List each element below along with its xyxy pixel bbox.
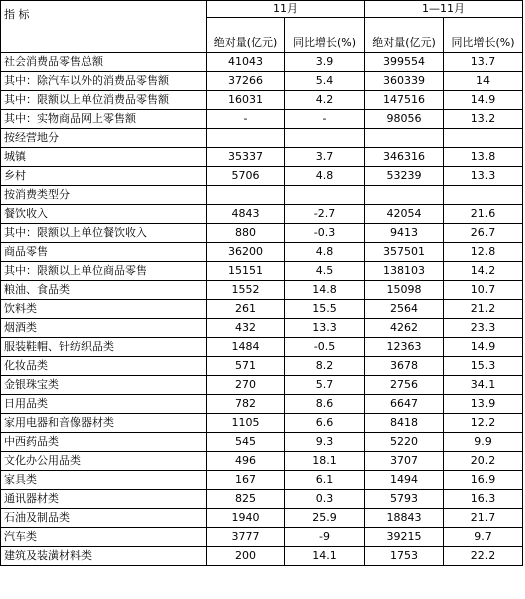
month-abs-cell: 496	[207, 452, 285, 471]
month-abs-cell: 1940	[207, 509, 285, 528]
table-row	[1, 433, 523, 452]
month-abs-cell: 5706	[207, 167, 285, 186]
row-label: 烟酒类	[1, 319, 207, 338]
month-yoy-cell: 8.6	[285, 395, 365, 414]
month-yoy-cell: 3.9	[285, 53, 365, 72]
ytd-abs-cell: 4262	[365, 319, 444, 338]
table-row	[1, 262, 523, 281]
empty-cell	[365, 129, 444, 148]
month-abs-cell: 545	[207, 433, 285, 452]
month-abs-cell: 4843	[207, 205, 285, 224]
empty-cell	[207, 186, 285, 205]
ytd-abs-cell: 5220	[365, 433, 444, 452]
month-yoy-cell: 25.9	[285, 509, 365, 528]
table-row	[1, 300, 523, 319]
month-yoy-cell: 6.6	[285, 414, 365, 433]
section-label: 按经营地分	[1, 129, 207, 148]
ytd-abs-cell: 18843	[365, 509, 444, 528]
ytd-yoy-cell: 12.8	[444, 243, 523, 262]
month-abs-cell: 15151	[207, 262, 285, 281]
ytd-abs-cell: 9413	[365, 224, 444, 243]
group-ytd-header: 1—11月	[365, 1, 523, 18]
month-yoy-cell: 13.3	[285, 319, 365, 338]
empty-cell	[207, 129, 285, 148]
month-yoy-cell: 4.5	[285, 262, 365, 281]
ytd-abs-cell: 346316	[365, 148, 444, 167]
month-abs-cell: 16031	[207, 91, 285, 110]
row-label: 饮料类	[1, 300, 207, 319]
ytd-yoy-cell: 9.7	[444, 528, 523, 547]
table-row	[1, 110, 523, 129]
ytd-abs-cell: 399554	[365, 53, 444, 72]
ytd-yoy-cell: 14.9	[444, 338, 523, 357]
table-row	[1, 338, 523, 357]
ytd-abs-cell: 6647	[365, 395, 444, 414]
section-row	[1, 186, 523, 205]
month-abs-cell: 270	[207, 376, 285, 395]
row-label: 文化办公用品类	[1, 452, 207, 471]
table-row	[1, 509, 523, 528]
ytd-yoy-cell: 26.7	[444, 224, 523, 243]
ytd-yoy-cell: 13.7	[444, 53, 523, 72]
table-row	[1, 224, 523, 243]
month-yoy-cell: 4.8	[285, 243, 365, 262]
ytd-abs-cell: 98056	[365, 110, 444, 129]
row-label: 粮油、食品类	[1, 281, 207, 300]
table-row	[1, 91, 523, 110]
month-yoy-cell: 14.1	[285, 547, 365, 566]
table-row	[1, 167, 523, 186]
month-abs-cell: 167	[207, 471, 285, 490]
table-row	[1, 452, 523, 471]
ytd-abs-cell: 138103	[365, 262, 444, 281]
month-abs-cell: 825	[207, 490, 285, 509]
table-row	[1, 281, 523, 300]
month-abs-cell: 35337	[207, 148, 285, 167]
row-label: 其中：限额以上单位消费品零售额	[1, 91, 207, 110]
month-yoy-cell: 4.2	[285, 91, 365, 110]
corner-label: 指 标	[1, 1, 207, 53]
row-label: 其中：限额以上单位商品零售	[1, 262, 207, 281]
ytd-abs-cell: 3678	[365, 357, 444, 376]
row-label: 石油及制品类	[1, 509, 207, 528]
row-label: 其中：限额以上单位餐饮收入	[1, 224, 207, 243]
month-yoy-cell: -0.3	[285, 224, 365, 243]
ytd-yoy-cell: 23.3	[444, 319, 523, 338]
ytd-yoy-cell: 9.9	[444, 433, 523, 452]
ytd-abs-cell: 42054	[365, 205, 444, 224]
month-yoy-cell: 8.2	[285, 357, 365, 376]
row-label: 商品零售	[1, 243, 207, 262]
empty-cell	[285, 186, 365, 205]
empty-cell	[365, 186, 444, 205]
ytd-yoy-cell: 12.2	[444, 414, 523, 433]
month-abs-cell: 571	[207, 357, 285, 376]
table-row	[1, 205, 523, 224]
ytd-yoy-cell: 13.9	[444, 395, 523, 414]
ytd-yoy-cell: 14.9	[444, 91, 523, 110]
ytd-yoy-cell: 13.3	[444, 167, 523, 186]
group-month-header: 11月	[207, 1, 365, 18]
table-row	[1, 72, 523, 91]
month-yoy-cell: 14.8	[285, 281, 365, 300]
month-abs-cell: 36200	[207, 243, 285, 262]
ytd-abs-cell: 2756	[365, 376, 444, 395]
month-yoy-cell: 3.7	[285, 148, 365, 167]
month-yoy-cell: -2.7	[285, 205, 365, 224]
month-abs-cell: 432	[207, 319, 285, 338]
month-yoy-cell: 0.3	[285, 490, 365, 509]
row-label: 建筑及装潢材料类	[1, 547, 207, 566]
ytd-yoy-cell: 13.2	[444, 110, 523, 129]
month-yoy-cell: -0.5	[285, 338, 365, 357]
table-row	[1, 53, 523, 72]
month-abs-cell: 1484	[207, 338, 285, 357]
table-row	[1, 414, 523, 433]
month-yoy-cell: 5.7	[285, 376, 365, 395]
month-yoy-cell: -	[285, 110, 365, 129]
month-yoy-header: 同比增长(%)	[285, 18, 365, 53]
month-abs-cell: 1552	[207, 281, 285, 300]
table-row	[1, 471, 523, 490]
row-label: 中西药品类	[1, 433, 207, 452]
row-label: 日用品类	[1, 395, 207, 414]
ytd-yoy-cell: 13.8	[444, 148, 523, 167]
table-row	[1, 547, 523, 566]
month-abs-cell: 782	[207, 395, 285, 414]
row-label: 家具类	[1, 471, 207, 490]
month-yoy-cell: 4.8	[285, 167, 365, 186]
month-yoy-cell: 5.4	[285, 72, 365, 91]
month-abs-cell: -	[207, 110, 285, 129]
table-row	[1, 395, 523, 414]
month-abs-cell: 1105	[207, 414, 285, 433]
month-yoy-cell: 15.5	[285, 300, 365, 319]
month-abs-cell: 41043	[207, 53, 285, 72]
table-row	[1, 319, 523, 338]
month-yoy-cell: 6.1	[285, 471, 365, 490]
row-label: 乡村	[1, 167, 207, 186]
month-abs-cell: 3777	[207, 528, 285, 547]
ytd-abs-cell: 1753	[365, 547, 444, 566]
ytd-yoy-cell: 21.6	[444, 205, 523, 224]
ytd-abs-cell: 8418	[365, 414, 444, 433]
section-row	[1, 129, 523, 148]
ytd-yoy-cell: 14	[444, 72, 523, 91]
month-abs-cell: 37266	[207, 72, 285, 91]
ytd-abs-cell: 147516	[365, 91, 444, 110]
ytd-abs-cell: 39215	[365, 528, 444, 547]
table-body	[1, 53, 523, 566]
ytd-yoy-cell: 14.2	[444, 262, 523, 281]
ytd-yoy-cell: 21.7	[444, 509, 523, 528]
ytd-abs-cell: 1494	[365, 471, 444, 490]
row-label: 其中：实物商品网上零售额	[1, 110, 207, 129]
ytd-yoy-header: 同比增长(%)	[444, 18, 523, 53]
table-row	[1, 243, 523, 262]
ytd-yoy-cell: 16.3	[444, 490, 523, 509]
row-label: 家用电器和音像器材类	[1, 414, 207, 433]
row-label: 餐饮收入	[1, 205, 207, 224]
row-label: 汽车类	[1, 528, 207, 547]
ytd-abs-header: 绝对量(亿元)	[365, 18, 444, 53]
row-label: 城镇	[1, 148, 207, 167]
ytd-abs-cell: 357501	[365, 243, 444, 262]
ytd-yoy-cell: 16.9	[444, 471, 523, 490]
ytd-abs-cell: 3707	[365, 452, 444, 471]
ytd-yoy-cell: 15.3	[444, 357, 523, 376]
table-row	[1, 376, 523, 395]
month-abs-cell: 261	[207, 300, 285, 319]
ytd-abs-cell: 360339	[365, 72, 444, 91]
section-label: 按消费类型分	[1, 186, 207, 205]
ytd-abs-cell: 2564	[365, 300, 444, 319]
ytd-abs-cell: 5793	[365, 490, 444, 509]
row-label: 化妆品类	[1, 357, 207, 376]
row-label: 金银珠宝类	[1, 376, 207, 395]
month-yoy-cell: 18.1	[285, 452, 365, 471]
empty-cell	[444, 186, 523, 205]
ytd-abs-cell: 12363	[365, 338, 444, 357]
month-yoy-cell: -9	[285, 528, 365, 547]
ytd-yoy-cell: 21.2	[444, 300, 523, 319]
month-abs-header: 绝对量(亿元)	[207, 18, 285, 53]
ytd-abs-cell: 15098	[365, 281, 444, 300]
row-label: 服装鞋帽、针纺织品类	[1, 338, 207, 357]
row-label: 通讯器材类	[1, 490, 207, 509]
ytd-yoy-cell: 34.1	[444, 376, 523, 395]
table-row	[1, 490, 523, 509]
month-yoy-cell: 9.3	[285, 433, 365, 452]
table-row	[1, 148, 523, 167]
header-row-groups	[1, 1, 523, 18]
table-row	[1, 357, 523, 376]
table-row	[1, 528, 523, 547]
month-abs-cell: 880	[207, 224, 285, 243]
ytd-yoy-cell: 22.2	[444, 547, 523, 566]
row-label: 其中：除汽车以外的消费品零售额	[1, 72, 207, 91]
ytd-yoy-cell: 20.2	[444, 452, 523, 471]
row-label: 社会消费品零售总额	[1, 53, 207, 72]
empty-cell	[285, 129, 365, 148]
empty-cell	[444, 129, 523, 148]
ytd-yoy-cell: 10.7	[444, 281, 523, 300]
ytd-abs-cell: 53239	[365, 167, 444, 186]
month-abs-cell: 200	[207, 547, 285, 566]
